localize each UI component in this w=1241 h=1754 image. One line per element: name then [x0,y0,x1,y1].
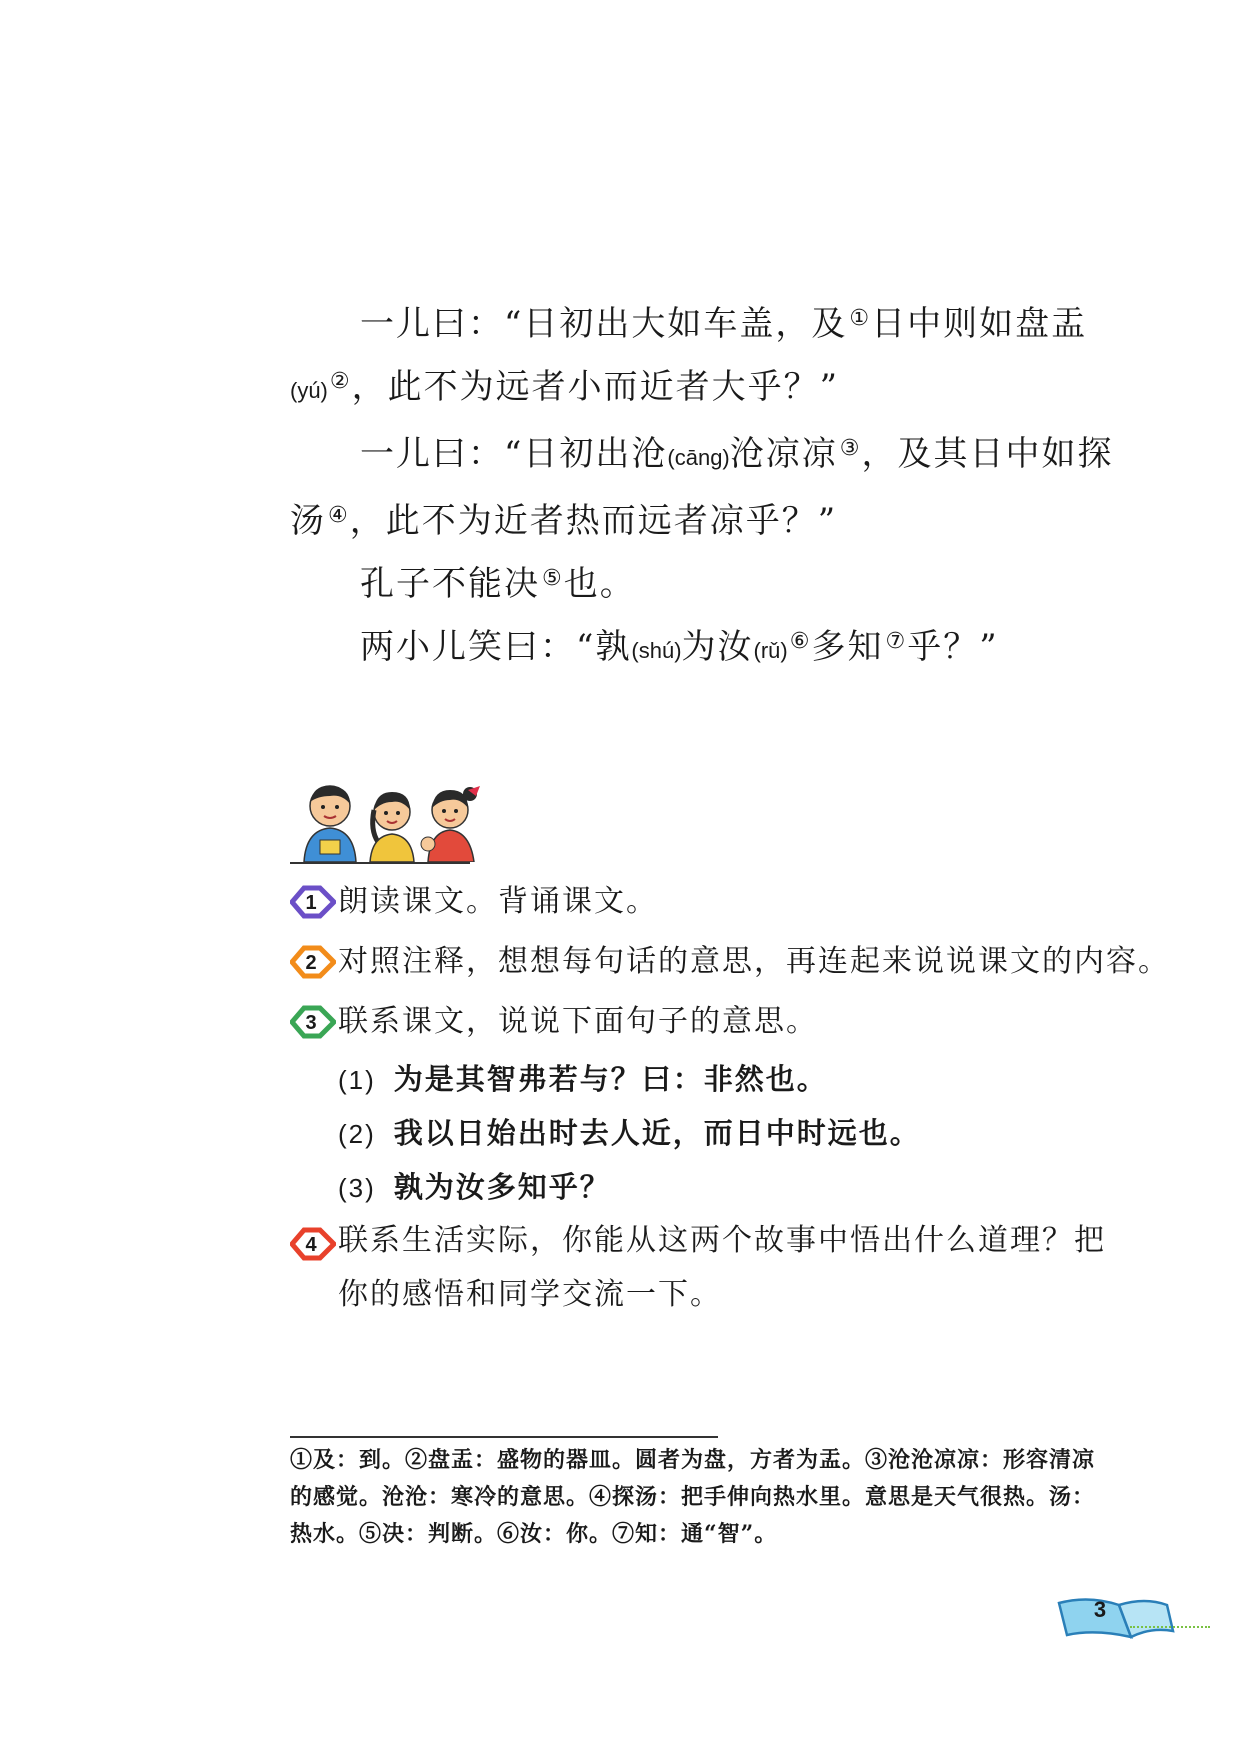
sentence-item [338,1052,1125,1106]
passage-text: ，及其日中如探汤 [290,434,1114,541]
passage-text: 也。 [563,564,636,604]
exercise-item [290,872,1125,932]
open-book-icon [1055,1595,1205,1640]
sentence-index: (3) [338,1173,376,1203]
pinyin-annotation: (cāng) [667,445,730,470]
exercise-text: 联系课文，说说下面句子的意思。 [338,1004,818,1039]
exercise-number-icon [290,945,336,979]
passage-text: 多知 [811,627,884,667]
pinyin-annotation: (rǔ) [753,638,788,663]
footnote-divider [290,1436,718,1438]
sentence-list [290,1052,1125,1214]
exercise-text: 对照注释，想想每句话的意思，再连起来说说课文的内容。 [338,944,1170,979]
passage-paragraph [290,550,1120,613]
passage-text: 乎？” [907,627,999,667]
passage-text: 一儿曰：“日初出大如车盖，及 [360,304,848,344]
sentence-item [338,1160,1125,1214]
page-number: 3 [1093,1597,1107,1622]
footnote-marker: ④ [328,503,348,528]
footnote-marker: ③ [839,436,860,461]
passage-text: 为汝 [681,627,754,667]
exercise-item [290,992,1125,1052]
sentence-item [338,1106,1125,1160]
pinyin-annotation: (shú) [631,638,682,663]
sentence-text: 孰为汝多知乎？ [393,1170,611,1204]
exercise-number-icon [290,1227,336,1261]
classical-passage [290,290,1120,680]
sentence-index: (1) [338,1065,376,1095]
passage-text: 日中则如盘盂 [871,304,1088,344]
footnotes: ①及：到。②盘盂：盛物的器皿。圆者为盘，方者为盂。③沧沧凉凉：形容清凉的感觉。沧沧：寒冷的意思。④探汤：把手伸向热水里。意思是天气很热。汤：热水。⑤决：判断。⑥汝：你。⑦知：通“智”。 [290,1447,1096,1547]
footnote-marker: ② [329,369,350,394]
pinyin-annotation: (yú) [290,378,328,403]
footnote-marker: ⑥ [789,629,810,654]
passage-text: 一儿曰：“日初出沧 [360,434,668,474]
passage-text: ，此不为远者小而近者大乎？” [351,367,840,407]
passage-text: ，此不为近者热而远者凉乎？” [349,501,838,541]
exercise-number-icon [290,885,336,919]
exercise-list [290,872,1170,1322]
passage-text: 孔子不能决 [360,564,540,604]
passage-paragraph [290,613,1120,680]
svg-text:4: 4 [305,1234,319,1256]
exercise-text: 朗读课文。背诵课文。 [338,884,658,919]
exercise-text: 联系生活实际，你能从这两个故事中悟出什么道理？把你的感悟和同学交流一下。 [338,1223,1106,1312]
three-children-illustration [290,780,495,862]
footnote-marker: ⑦ [885,629,906,654]
illustration-baseline [290,862,470,864]
sentence-text: 为是其智弗若与？曰：非然也。 [393,1062,828,1096]
footnote-marker: ⑤ [542,566,562,591]
svg-text:1: 1 [305,892,319,914]
sentence-text: 我以日始出时去人近，而日中时远也。 [393,1116,921,1150]
sentence-index: (2) [338,1119,376,1149]
footnote-marker: ① [849,306,870,331]
passage-text: 沧凉凉 [729,434,838,474]
decorative-dotted-line [1130,1626,1210,1628]
svg-text:3: 3 [305,1012,319,1034]
svg-text:2: 2 [305,952,319,974]
exercise-number-icon [290,1005,336,1039]
exercise-item [290,932,1170,992]
passage-paragraph [290,420,1120,550]
passage-text: 两小儿笑曰：“孰 [360,627,632,667]
passage-paragraph [290,290,1120,420]
exercise-item [290,1214,1125,1322]
